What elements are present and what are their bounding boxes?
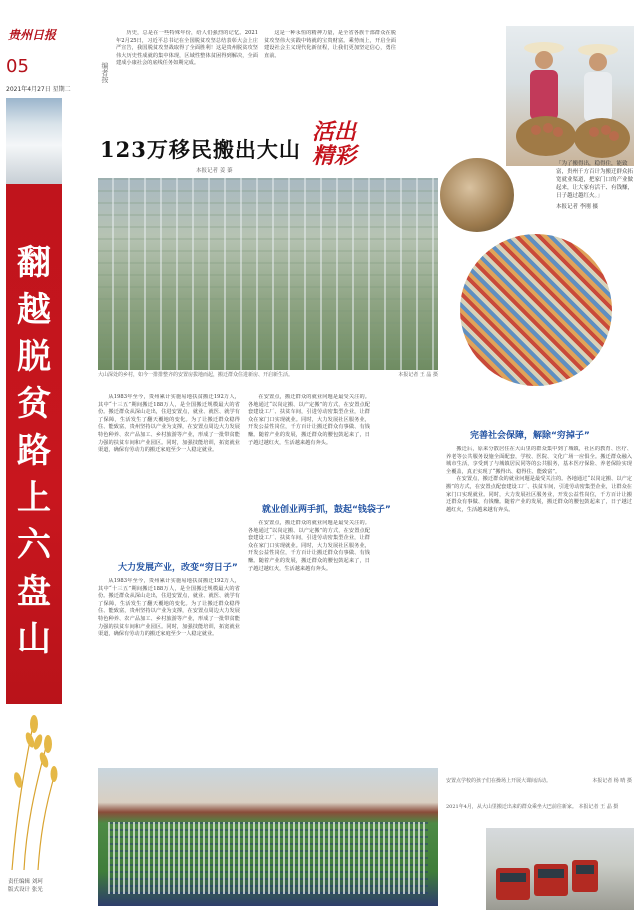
aerial-photo-caption — [98, 372, 438, 379]
intro-paragraph-2: 这是一种永恒的精神力量，是全省各族干部群众在脱贫攻坚伟大实践中铸就的宝贵财富。乘势而上，开启全面建设社会主义现代化新征程，让我们更加坚定信心，勇往直前。 — [264, 30, 396, 59]
bus-2 — [534, 864, 568, 896]
body-column-2-bottom — [248, 520, 370, 760]
quote-box — [556, 160, 636, 211]
intro-column-1 — [116, 30, 258, 108]
body-right-paragraph-b: 在安置点，搬迁群众的就业问题是最受关注的。各地通过“以岗定搬、以产定搬”的方式，在安置点配套建设工厂、扶贫车间，引进劳动密集型企业，让群众在家门口实现就业。同时，大力发展社区服务业，开发公益性岗位，千方百计让搬迁群众有事做、有钱赚。随着产业的发展，搬迁群众的腰包鼓起来了，日子越过越红火，生活越来越有奔头。 — [446, 476, 632, 513]
left-sidebar — [0, 0, 71, 920]
bus-3 — [572, 860, 598, 892]
headline-highlight: 活出精彩 — [312, 119, 357, 169]
aerial-caption-text: 大山深处的乡村，如今一排排整齐的安置房拔地而起，搬迁群众住进新房、开启新生活。 — [98, 372, 294, 378]
bus-photo-caption — [446, 804, 632, 811]
quote-text: 「为了搬得出，稳得住，能致富，贵州千方百计为搬迁群众拓宽就业渠道，把家门口的产业做起来，让大家有活干、有钱赚，日子越过越红火。」 — [556, 161, 634, 199]
dateline: 2021年4月27日 星期二 — [6, 86, 71, 93]
quote-credit: 本报记者 李刚 摄 — [556, 204, 598, 210]
bus-caption-text: 2021年4月，从大山里搬迁出来的群众乘坐大巴前往新家。 — [446, 804, 577, 810]
body-column-3 — [446, 446, 632, 766]
farmers-illustration-icon — [506, 26, 634, 166]
students-formation — [108, 822, 428, 894]
resettlement-aerial-photo — [98, 178, 438, 370]
section-head-industry: 大力发展产业，改变“穷日子” — [118, 563, 238, 573]
body-mid-paragraph-b: 在安置点，搬迁群众的就业问题是最受关注的。各地通过“以岗定搬、以产定搬”的方式，在安置点配套建设工厂、扶贫车间，引进劳动密集型企业，让群众在家门口实现就业。同时，大力发展社区服务业，开发公益性岗位，千方百计让搬迁群众有事做、有钱赚。随着产业的发展，搬迁群众的腰包鼓起来了，日子越过越红火，生活越来越有奔头。 — [248, 520, 370, 572]
section-head-social-security: 完善社会保障，解除“穷掉子” — [470, 431, 590, 441]
aerial-caption-credit: 本报记者 王 晶 摄 — [398, 372, 438, 378]
body-left-paragraph-a: 从1983年至今，贵州累计实施易地扶贫搬迁192万人，其中“十三五”期间搬迁188万人，是全国搬迁规模最大的省份。搬迁群众从深山走出，住进安置点，就业、就医、就学有了保障，生活发生了翻天覆地的变化。为了让搬迁群众稳得住、能致富，贵州坚持以产业为支撑，在安置点周边大力发展特色种养、农产品加工、乡村旅游等产业，形成了一批带贫能力强的扶贫车间和产业园区。同时，加强技能培训，拓宽就业渠道，确保有劳动力的搬迁家庭至少一人稳定就业。 — [98, 394, 240, 454]
bus-1 — [496, 868, 530, 900]
wheat-decoration-icon — [4, 700, 62, 870]
main-content — [66, 8, 636, 914]
body-mid-paragraph-a: 在安置点，搬迁群众的就业问题是最受关注的。各地通过“以岗定搬、以产定搬”的方式，在安置点配套建设工厂、扶贫车间，引进劳动密集型企业，让群众在家门口实现就业。同时，大力发展社区服务业，开发公益性岗位，千方百计让搬迁群众有事做、有钱赚。随着产业的发展，搬迁群众的腰包鼓起来了，日子越过越红火，生活越来越有奔头。 — [248, 394, 370, 446]
body-column-1-bottom — [98, 578, 240, 760]
market-circle-photo — [458, 232, 614, 388]
page-number: 05 — [6, 56, 29, 77]
credit-designer: 版式设计 张光 — [8, 887, 43, 893]
body-left-paragraph-b: 从1983年至今，贵州累计实施易地扶贫搬迁192万人，其中“十三五”期间搬迁188万人，是全国搬迁规模最大的省份。搬迁群众从深山走出，住进安置点，就业、就医、就学有了保障，生活发生了翻天覆地的变化。为了让搬迁群众稳得住、能致富，贵州坚持以产业为支撑，在安置点周边大力发展特色种养、农产品加工、乡村旅游等产业，形成了一批带贫能力强的扶贫车间和产业园区。同时，加强技能培训，拓宽就业渠道，确保有劳动力的搬迁家庭至少一人稳定就业。 — [98, 578, 240, 638]
bus-convoy-photo — [486, 828, 634, 910]
school-sports-photo — [98, 768, 438, 906]
headline: 123万移民搬出大山 — [100, 137, 301, 162]
credit-editor: 责任编辑 刘珂 — [8, 879, 43, 885]
body-right-paragraph-a: 搬迁后，原来分散居住在大山里的群众集中到了城镇，社区的教育、医疗、养老等公共服务设施全面配套，学校、医院、文化广场一应俱全。搬迁群众融入城市生活，享受到了与城镇居民同等的公共服务，基本医疗保险、养老保险实现全覆盖，真正实现了“搬得出、稳得住、能致富”。 — [446, 446, 632, 475]
body-column-2-top — [248, 394, 370, 490]
farmers-basket-photo — [506, 26, 634, 166]
body-column-1-top — [98, 394, 240, 554]
bus-caption-credit: 本报记者 王 晶 摄 — [578, 804, 619, 810]
vertical-title: 翻越脱贫路上六盘山 — [17, 243, 51, 659]
sports-caption-credit: 本报记者 杨 晴 摄 — [592, 778, 632, 784]
headline-byline: 本报记者 姜 蓁 — [196, 168, 233, 174]
intro-paragraph-1: 历史，总是在一些特殊年份，给人们强烈的记忆。2021年2月25日，习近平总书记在全国脱贫攻坚总结表彰大会上庄严宣告，我国脱贫攻坚战取得了全面胜利！这是贵州脱贫攻坚伟大历史性成就的集中体现，区域性整体贫困得到解决，全面建成小康社会的底线任务如期完成。 — [116, 30, 258, 67]
sports-photo-caption — [446, 778, 632, 785]
sports-caption-text: 安置点学校的孩子们在操场上开展大课间活动。 — [446, 778, 552, 784]
page-credits — [8, 878, 43, 894]
editor-note-label: 编者按 — [101, 62, 109, 83]
farmer-circle-photo — [438, 156, 516, 234]
masthead: 贵州日报 — [8, 28, 57, 42]
intro-column-2 — [264, 30, 396, 108]
snow-mountain-photo — [6, 98, 62, 184]
section-head-employment: 就业创业两手抓，鼓起“钱袋子” — [262, 505, 391, 515]
